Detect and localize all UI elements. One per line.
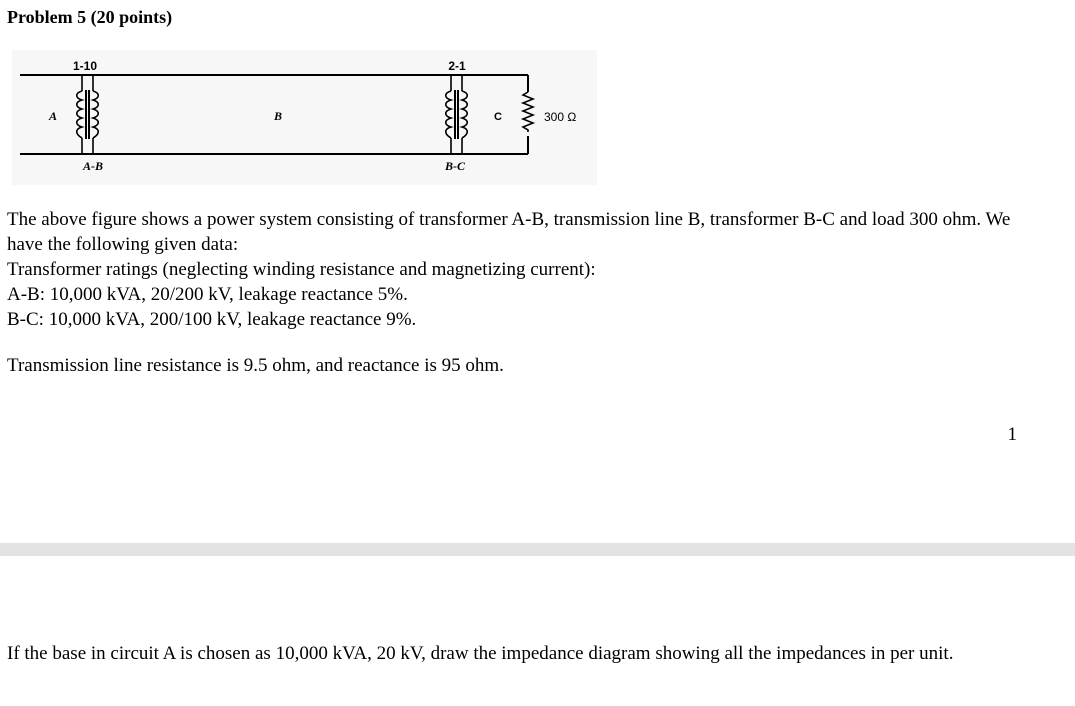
transformer-bc-ratio: 2-1: [448, 59, 466, 73]
question-text: If the base in circuit A is chosen as 10,000 kVA, 20 kV, draw the impedance diagram showing all the impedances in per unit.: [7, 643, 954, 664]
power-system-figure: [12, 50, 597, 185]
description-line: B-C: 10,000 kVA, 200/100 kV, leakage reactance 9%.: [7, 309, 417, 330]
problem-title: Problem 5 (20 points): [7, 7, 173, 27]
description-line: Transformer ratings (neglecting winding resistance and magnetizing current):: [7, 259, 596, 280]
description-line: The above figure shows a power system consisting of transformer A-B, transmission line B, transformer B-C and load 300 ohm. We have the following given data:: [7, 209, 1011, 255]
circuit-diagram: [12, 50, 597, 185]
load-value-label: 300 Ω: [544, 110, 577, 124]
transformer-ab-ratio: 1-10: [72, 59, 98, 73]
page-number: 1: [1007, 424, 1017, 445]
transformer-bc-label: B-C: [444, 159, 466, 173]
circuit-b-label: B: [273, 109, 283, 123]
transformer-ab-label: A-B: [82, 159, 104, 173]
circuit-c-label: C: [494, 111, 502, 123]
description-line: A-B: 10,000 kVA, 20/200 kV, leakage reactance 5%.: [7, 284, 408, 305]
page-separator: [0, 543, 1075, 556]
problem-description: [7, 207, 1047, 332]
line-data-text: Transmission line resistance is 9.5 ohm, and reactance is 95 ohm.: [7, 355, 504, 376]
circuit-a-label: A: [48, 109, 58, 123]
